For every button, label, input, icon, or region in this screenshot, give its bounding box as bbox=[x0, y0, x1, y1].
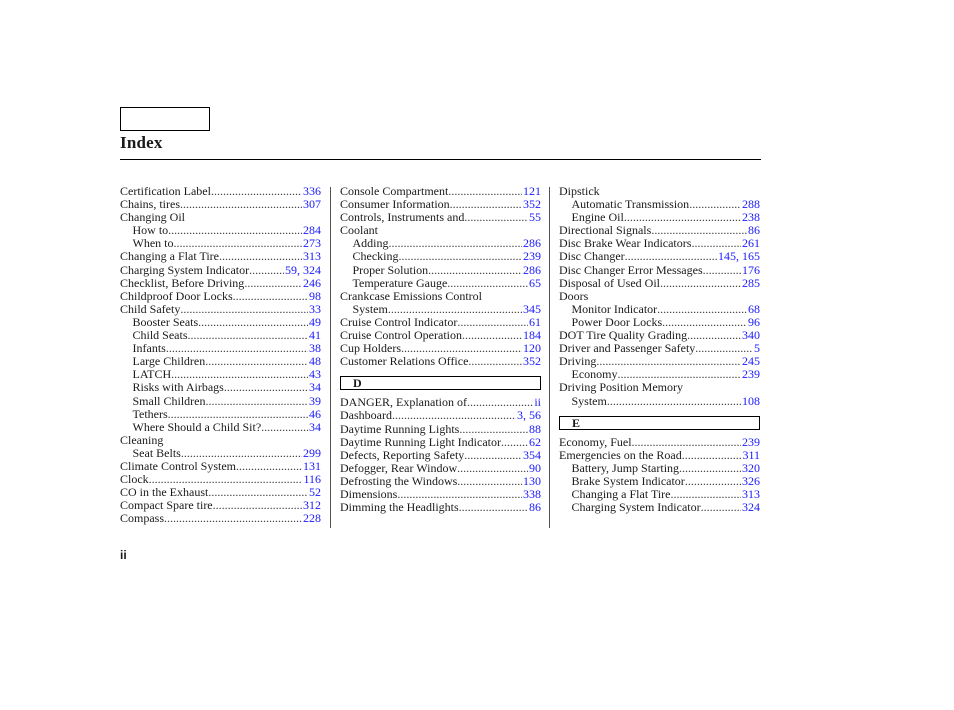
index-subentry bbox=[559, 368, 760, 381]
dot-leader bbox=[450, 198, 522, 211]
index-entry bbox=[120, 277, 321, 290]
column-divider bbox=[549, 187, 550, 528]
dot-leader bbox=[208, 486, 308, 499]
entry-text: Defects, Reporting Safety bbox=[340, 448, 465, 462]
index-entry bbox=[340, 488, 541, 501]
index-entry bbox=[340, 185, 541, 198]
entry-text: Cleaning bbox=[120, 433, 164, 447]
dot-leader bbox=[651, 224, 747, 237]
index-entry bbox=[559, 290, 760, 303]
dot-leader bbox=[464, 449, 522, 462]
index-subentry bbox=[120, 329, 321, 342]
dot-leader bbox=[691, 237, 741, 250]
page-reference-link[interactable]: 261 bbox=[742, 237, 760, 251]
index-entry bbox=[340, 342, 541, 355]
entry-text: Daytime Running Light Indicator bbox=[340, 435, 501, 449]
index-entry bbox=[559, 342, 760, 355]
page-reference-link[interactable]: 239 bbox=[742, 368, 760, 382]
index-subentry bbox=[340, 277, 541, 290]
dot-leader bbox=[428, 264, 522, 277]
entry-text: Console Compartment bbox=[340, 185, 449, 198]
page-reference-link[interactable]: 336 bbox=[303, 185, 321, 198]
entry-text: Controls, Instruments and bbox=[340, 211, 465, 225]
dot-leader bbox=[625, 250, 717, 263]
index-entry bbox=[120, 303, 321, 316]
page-reference-link[interactable]: 239 bbox=[523, 250, 541, 264]
dot-leader bbox=[168, 224, 302, 237]
page-reference-link[interactable]: 49 bbox=[309, 315, 321, 329]
page-reference-link[interactable]: 324 bbox=[742, 501, 760, 515]
section-tab-box bbox=[120, 107, 210, 131]
page-reference-link[interactable]: 61 bbox=[529, 315, 541, 329]
entry-text: Monitor Indicator bbox=[571, 302, 658, 316]
dot-leader bbox=[249, 264, 284, 277]
page-reference-link[interactable]: 59, 324 bbox=[285, 263, 321, 277]
index-entry bbox=[559, 355, 760, 368]
page-reference-link[interactable]: 145, 165 bbox=[718, 250, 760, 264]
column-divider bbox=[330, 187, 331, 528]
dot-leader bbox=[213, 499, 302, 512]
entry-text: Adding bbox=[352, 237, 389, 251]
dot-leader bbox=[448, 185, 522, 198]
entry-text: Disc Changer Error Messages bbox=[559, 263, 703, 277]
index-subentry bbox=[559, 395, 760, 408]
dot-leader bbox=[399, 250, 523, 263]
dot-leader bbox=[392, 409, 516, 422]
page-reference-link[interactable]: 239 bbox=[742, 435, 760, 449]
index-entry bbox=[120, 250, 321, 263]
entry-text: Doors bbox=[559, 289, 589, 303]
dot-leader bbox=[607, 395, 741, 408]
dot-leader bbox=[462, 329, 522, 342]
dot-leader bbox=[174, 237, 303, 250]
dot-leader bbox=[501, 436, 528, 449]
dot-leader bbox=[457, 462, 528, 475]
entry-text: Driver and Passenger Safety bbox=[559, 342, 696, 356]
dot-leader bbox=[457, 475, 522, 488]
entry-text: CO in the Exhaust bbox=[120, 486, 209, 500]
page-reference-link[interactable]: 88 bbox=[529, 422, 541, 436]
section-gap bbox=[340, 368, 541, 374]
index-subentry bbox=[559, 462, 760, 475]
dot-leader bbox=[211, 185, 302, 198]
index-entry bbox=[120, 486, 321, 499]
index-subentry bbox=[559, 198, 760, 211]
entry-text: DOT Tire Quality Grading bbox=[559, 329, 688, 343]
page-reference-link[interactable]: 116 bbox=[303, 473, 321, 487]
dot-leader bbox=[206, 395, 309, 408]
index-subentry bbox=[120, 447, 321, 460]
page-reference-link[interactable]: 312 bbox=[303, 499, 321, 513]
entry-text: DANGER, Explanation of bbox=[340, 396, 467, 410]
dot-leader bbox=[149, 473, 303, 486]
index-entry bbox=[559, 185, 760, 198]
entry-text: When to bbox=[132, 237, 174, 251]
index-entry bbox=[340, 329, 541, 342]
entry-text: Driving bbox=[559, 355, 597, 369]
page-number: ii bbox=[120, 548, 127, 562]
entry-text: Child Safety bbox=[120, 302, 181, 316]
page-reference-link[interactable]: 33 bbox=[309, 302, 321, 316]
index-entry bbox=[340, 396, 541, 409]
entry-text: Large Children bbox=[132, 355, 206, 369]
index-entry bbox=[340, 198, 541, 211]
index-entry bbox=[120, 198, 321, 211]
page-reference-link[interactable]: 176 bbox=[742, 263, 760, 277]
dot-leader bbox=[468, 355, 522, 368]
index-subentry bbox=[120, 316, 321, 329]
index-entry bbox=[340, 423, 541, 436]
dot-leader bbox=[459, 501, 528, 514]
entry-text: Tethers bbox=[132, 407, 168, 421]
entry-text: Climate Control System bbox=[120, 459, 236, 473]
index-entry bbox=[340, 211, 541, 224]
index-subentry bbox=[559, 501, 760, 514]
page-reference-link[interactable]: 130 bbox=[523, 474, 541, 488]
entry-text: Coolant bbox=[340, 224, 378, 238]
entry-text: System bbox=[571, 394, 607, 408]
index-subentry bbox=[120, 224, 321, 237]
index-subentry bbox=[559, 211, 760, 224]
page-reference-link[interactable]: 326 bbox=[742, 474, 760, 488]
index-subentry bbox=[340, 250, 541, 263]
index-entry bbox=[340, 409, 541, 422]
entry-text: Brake System Indicator bbox=[571, 474, 685, 488]
entry-text: Power Door Locks bbox=[571, 315, 663, 329]
entry-text: Childproof Door Locks bbox=[120, 289, 233, 303]
page-reference-link[interactable]: 284 bbox=[303, 224, 321, 238]
index-subentry bbox=[559, 475, 760, 488]
section-letter-heading: E bbox=[559, 416, 760, 430]
page-reference-link[interactable]: 3, 56 bbox=[517, 409, 541, 423]
entry-text: How to bbox=[132, 224, 169, 238]
entry-text: Compact Spare tire bbox=[120, 499, 213, 513]
dot-leader bbox=[219, 250, 302, 263]
page-reference-link[interactable]: 313 bbox=[742, 487, 760, 501]
entry-text: Charging System Indicator bbox=[120, 263, 250, 277]
index-entry bbox=[120, 211, 321, 224]
index-subentry bbox=[120, 421, 321, 434]
section-letter-heading: D bbox=[340, 376, 541, 390]
page-reference-link[interactable]: 184 bbox=[523, 329, 541, 343]
index-entry bbox=[559, 237, 760, 250]
entry-text: Cruise Control Operation bbox=[340, 329, 462, 343]
index-subentry bbox=[340, 264, 541, 277]
page-reference-link[interactable]: 345 bbox=[523, 302, 541, 316]
dot-leader bbox=[662, 316, 747, 329]
dot-leader bbox=[181, 447, 302, 460]
dot-leader bbox=[244, 277, 302, 290]
page-reference-link[interactable]: 273 bbox=[303, 237, 321, 251]
index-entry bbox=[120, 434, 321, 447]
dot-leader bbox=[401, 342, 522, 355]
entry-text: Where Should a Child Sit? bbox=[132, 420, 262, 434]
page-reference-link[interactable]: 62 bbox=[529, 435, 541, 449]
entry-text: Clock bbox=[120, 473, 149, 487]
index-subentry bbox=[120, 395, 321, 408]
page-reference-link[interactable]: 238 bbox=[742, 211, 760, 225]
entry-text: Temperature Gauge bbox=[352, 276, 448, 290]
page-reference-link[interactable]: 39 bbox=[309, 394, 321, 408]
page-reference-link[interactable]: 86 bbox=[748, 224, 760, 238]
page-reference-link[interactable]: 52 bbox=[309, 486, 321, 500]
page-reference-link[interactable]: 41 bbox=[309, 329, 321, 343]
section-gap bbox=[559, 408, 760, 414]
dot-leader bbox=[388, 303, 522, 316]
index-subentry bbox=[120, 368, 321, 381]
page-reference-link[interactable]: 68 bbox=[748, 302, 760, 316]
index-subentry bbox=[340, 303, 541, 316]
index-column-3 bbox=[559, 185, 760, 514]
index-entry bbox=[340, 436, 541, 449]
page-reference-link[interactable]: 307 bbox=[303, 198, 321, 212]
entry-text: Emergencies on the Road bbox=[559, 448, 682, 462]
entry-text: Engine Oil bbox=[571, 211, 624, 225]
index-subentry bbox=[340, 237, 541, 250]
dot-leader bbox=[682, 449, 742, 462]
page-reference-link[interactable]: 55 bbox=[529, 211, 541, 225]
index-entry bbox=[340, 290, 541, 303]
dot-leader bbox=[224, 381, 308, 394]
index-subentry bbox=[120, 408, 321, 421]
entry-text: Disc Brake Wear Indicators bbox=[559, 237, 692, 251]
index-subentry bbox=[559, 316, 760, 329]
page-reference-link[interactable]: 299 bbox=[303, 446, 321, 460]
dot-leader bbox=[685, 475, 741, 488]
index-entry bbox=[340, 449, 541, 462]
dot-leader bbox=[596, 355, 741, 368]
dot-leader bbox=[261, 421, 308, 434]
dot-leader bbox=[464, 211, 528, 224]
dot-leader bbox=[164, 512, 302, 525]
index-entry bbox=[559, 224, 760, 237]
page-reference-link[interactable]: 43 bbox=[309, 368, 321, 382]
page-reference-link[interactable]: 228 bbox=[303, 512, 321, 526]
index-entry bbox=[340, 501, 541, 514]
page-reference-link[interactable]: 286 bbox=[523, 263, 541, 277]
entry-text: Dipstick bbox=[559, 185, 600, 198]
entry-text: Battery, Jump Starting bbox=[571, 461, 680, 475]
dot-leader bbox=[657, 303, 747, 316]
entry-text: Charging System Indicator bbox=[571, 501, 701, 515]
dot-leader bbox=[695, 342, 753, 355]
dot-leader bbox=[233, 290, 308, 303]
page-reference-link[interactable]: 313 bbox=[303, 250, 321, 264]
dot-leader bbox=[168, 408, 308, 421]
entry-text: Consumer Information bbox=[340, 198, 450, 212]
page-reference-link[interactable]: 288 bbox=[742, 198, 760, 212]
dot-leader bbox=[632, 436, 741, 449]
entry-text: Booster Seats bbox=[132, 315, 199, 329]
index-subentry bbox=[120, 237, 321, 250]
index-entry bbox=[120, 290, 321, 303]
index-entry bbox=[340, 224, 541, 237]
dot-leader bbox=[703, 264, 741, 277]
page-reference-link[interactable]: 245 bbox=[742, 355, 760, 369]
entry-text: Daytime Running Lights bbox=[340, 422, 460, 436]
dot-leader bbox=[459, 423, 528, 436]
dot-leader bbox=[389, 237, 523, 250]
dot-leader bbox=[624, 211, 741, 224]
index-entry bbox=[559, 264, 760, 277]
entry-text: Automatic Transmission bbox=[571, 198, 690, 212]
index-subentry bbox=[120, 342, 321, 355]
entry-text: System bbox=[352, 302, 388, 316]
index-entry bbox=[559, 329, 760, 342]
entry-text: Directional Signals bbox=[559, 224, 652, 238]
dot-leader bbox=[171, 368, 308, 381]
dot-leader bbox=[457, 316, 528, 329]
page-reference-link[interactable]: 65 bbox=[529, 276, 541, 290]
dot-leader bbox=[180, 303, 308, 316]
entry-text: Dashboard bbox=[340, 409, 392, 423]
page-reference-link[interactable]: 121 bbox=[523, 185, 541, 198]
page-reference-link[interactable]: 34 bbox=[309, 381, 321, 395]
entry-text: Cruise Control Indicator bbox=[340, 315, 458, 329]
index-subentry bbox=[120, 381, 321, 394]
dot-leader bbox=[687, 329, 741, 342]
entry-text: Compass bbox=[120, 512, 165, 526]
page-reference-link[interactable]: 48 bbox=[309, 355, 321, 369]
page-reference-link[interactable]: 98 bbox=[309, 289, 321, 303]
page-reference-link[interactable]: 34 bbox=[309, 420, 321, 434]
page-reference-link[interactable]: 108 bbox=[742, 394, 760, 408]
entry-text: Checking bbox=[352, 250, 399, 264]
page-reference-link[interactable]: 120 bbox=[523, 342, 541, 356]
index-entry bbox=[559, 449, 760, 462]
dot-leader bbox=[660, 277, 741, 290]
dot-leader bbox=[679, 462, 741, 475]
index-entry bbox=[559, 436, 760, 449]
dot-leader bbox=[180, 198, 302, 211]
index-entry bbox=[340, 355, 541, 368]
entry-text: Crankcase Emissions Control bbox=[340, 289, 482, 303]
index-subentry bbox=[120, 355, 321, 368]
page-reference-link[interactable]: 320 bbox=[742, 461, 760, 475]
page-reference-link[interactable]: 46 bbox=[309, 407, 321, 421]
entry-text: Changing Oil bbox=[120, 211, 185, 225]
dot-leader bbox=[618, 368, 742, 381]
entry-text: Child Seats bbox=[132, 329, 188, 343]
page-reference-link[interactable]: 285 bbox=[742, 276, 760, 290]
entry-text: Certification Label bbox=[120, 185, 211, 198]
entry-text: Dimming the Headlights bbox=[340, 501, 459, 515]
index-entry bbox=[120, 512, 321, 525]
index-entry bbox=[340, 462, 541, 475]
page-reference-link[interactable]: 131 bbox=[303, 459, 321, 473]
dot-leader bbox=[689, 198, 741, 211]
entry-text: Disposal of Used Oil bbox=[559, 276, 660, 290]
page-reference-link[interactable]: 5 bbox=[754, 342, 760, 356]
page-reference-link[interactable]: 38 bbox=[309, 342, 321, 356]
index-entry bbox=[120, 499, 321, 512]
page-reference-link[interactable]: 96 bbox=[748, 315, 760, 329]
page-reference-link[interactable]: 86 bbox=[529, 501, 541, 515]
entry-text: Economy, Fuel bbox=[559, 435, 632, 449]
dot-leader bbox=[447, 277, 528, 290]
dot-leader bbox=[397, 488, 522, 501]
dot-leader bbox=[467, 396, 533, 409]
entry-text: Dimensions bbox=[340, 487, 398, 501]
entry-text: Small Children bbox=[132, 394, 206, 408]
index-column-2 bbox=[340, 185, 541, 514]
dot-leader bbox=[188, 329, 308, 342]
dot-leader bbox=[205, 355, 308, 368]
title-rule bbox=[120, 159, 761, 160]
dot-leader bbox=[236, 460, 302, 473]
page-reference-link[interactable]: 338 bbox=[523, 487, 541, 501]
page-reference-link[interactable]: 286 bbox=[523, 237, 541, 251]
page-reference-link[interactable]: 352 bbox=[523, 198, 541, 212]
index-entry bbox=[559, 381, 760, 394]
dot-leader bbox=[701, 501, 741, 514]
entry-text: Driving Position Memory bbox=[559, 381, 684, 395]
dot-leader bbox=[166, 342, 308, 355]
page-reference-link[interactable]: 354 bbox=[523, 448, 541, 462]
dot-leader bbox=[671, 488, 741, 501]
index-entry bbox=[559, 250, 760, 263]
entry-text: Risks with Airbags bbox=[132, 381, 224, 395]
index-subentry bbox=[559, 488, 760, 501]
index-column-1 bbox=[120, 185, 321, 525]
page-reference-link[interactable]: ii bbox=[534, 396, 541, 410]
index-entry bbox=[120, 460, 321, 473]
entry-text: Disc Changer bbox=[559, 250, 625, 264]
entry-text: Defrosting the Windows bbox=[340, 474, 458, 488]
index-entry bbox=[120, 473, 321, 486]
page-reference-link[interactable]: 90 bbox=[529, 461, 541, 475]
page-title: Index bbox=[120, 133, 163, 152]
entry-text: Economy bbox=[571, 368, 618, 382]
index-entry bbox=[559, 277, 760, 290]
entry-text: Defogger, Rear Window bbox=[340, 461, 458, 475]
entry-text: Chains, tires bbox=[120, 198, 180, 212]
entry-text: LATCH bbox=[132, 368, 172, 382]
entry-text: Changing a Flat Tire bbox=[120, 250, 220, 264]
entry-text: Checklist, Before Driving bbox=[120, 276, 245, 290]
page-reference-link[interactable]: 352 bbox=[523, 355, 541, 369]
page-reference-link[interactable]: 246 bbox=[303, 276, 321, 290]
page-reference-link[interactable]: 340 bbox=[742, 329, 760, 343]
entry-text: Proper Solution bbox=[352, 263, 429, 277]
entry-text: Changing a Flat Tire bbox=[571, 487, 671, 501]
entry-text: Infants bbox=[132, 342, 166, 356]
dot-leader bbox=[198, 316, 308, 329]
index-entry bbox=[340, 475, 541, 488]
index-subentry bbox=[559, 303, 760, 316]
page-reference-link[interactable]: 311 bbox=[742, 448, 760, 462]
index-entry bbox=[340, 316, 541, 329]
entry-text: Customer Relations Office bbox=[340, 355, 469, 369]
entry-text: Seat Belts bbox=[132, 446, 181, 460]
entry-text: Cup Holders bbox=[340, 342, 401, 356]
index-entry bbox=[120, 264, 321, 277]
index-entry bbox=[120, 185, 321, 198]
